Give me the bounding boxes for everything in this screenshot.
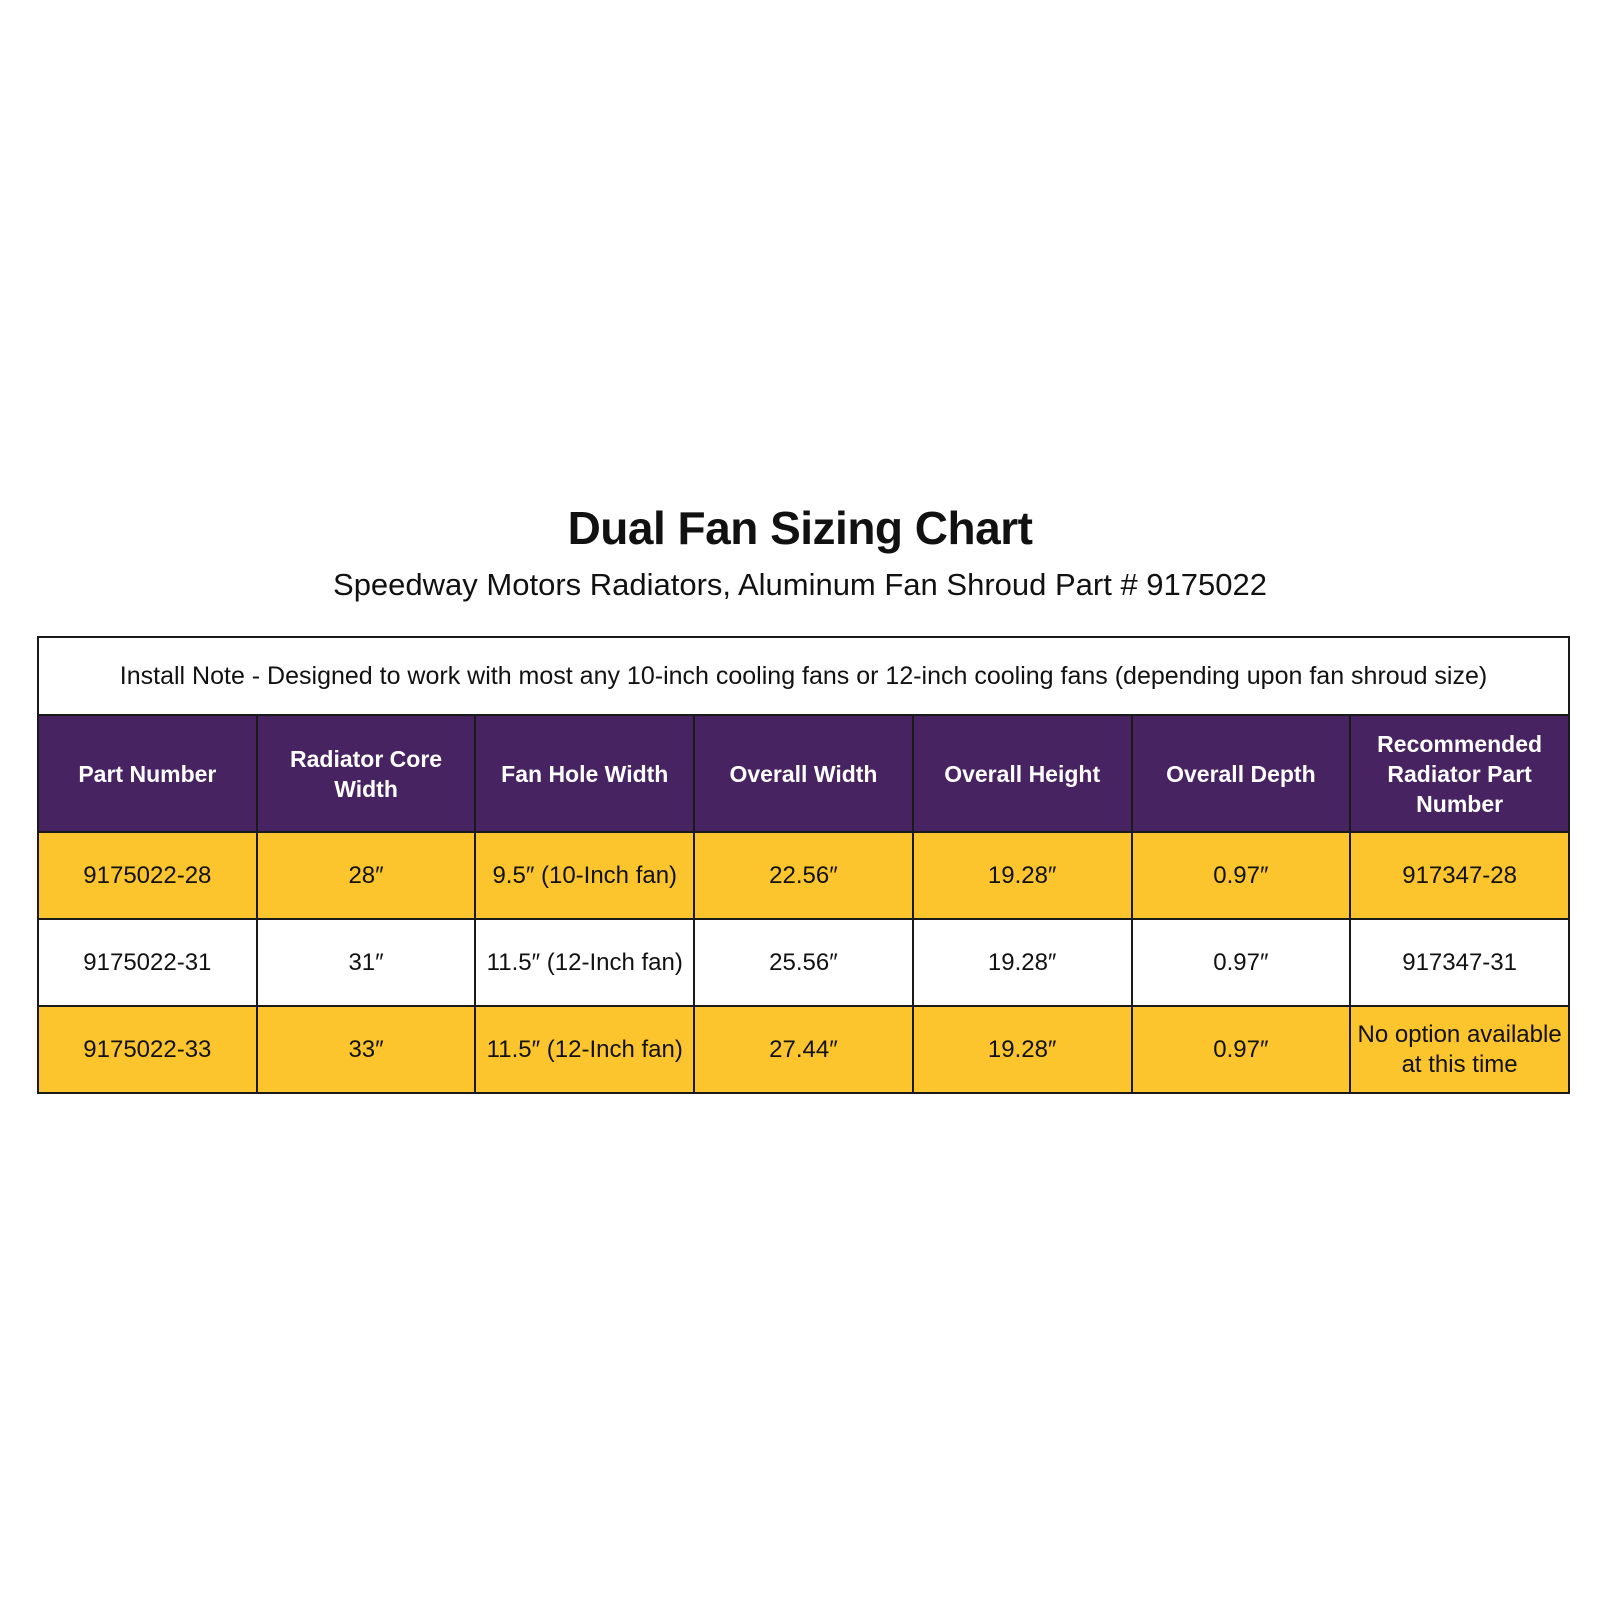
sizing-table: [37, 636, 1570, 1094]
page-subtitle: Speedway Motors Radiators, Aluminum Fan Shroud Part # 9175022: [333, 567, 1267, 602]
column-header-part-number: Part Number: [38, 715, 257, 832]
install-note-row: [38, 637, 1569, 715]
table-row: [38, 832, 1569, 919]
cell-part-number: 9175022-33: [38, 1006, 257, 1093]
cell-radiator-core-width: 28″: [257, 832, 476, 919]
cell-part-number: 9175022-31: [38, 919, 257, 1006]
cell-overall-width: 27.44″: [694, 1006, 913, 1093]
cell-overall-depth: 0.97″: [1132, 1006, 1351, 1093]
table-row: [38, 1006, 1569, 1093]
column-header-radiator-core-width: Radiator Core Width: [257, 715, 476, 832]
cell-overall-height: 19.28″: [913, 1006, 1132, 1093]
column-header-fan-hole-width: Fan Hole Width: [475, 715, 694, 832]
column-header-overall-width: Overall Width: [694, 715, 913, 832]
cell-radiator-core-width: 33″: [257, 1006, 476, 1093]
cell-overall-width: 25.56″: [694, 919, 913, 1006]
cell-overall-height: 19.28″: [913, 919, 1132, 1006]
cell-fan-hole-width: 11.5″ (12-Inch fan): [475, 1006, 694, 1093]
column-header-overall-height: Overall Height: [913, 715, 1132, 832]
cell-fan-hole-width: 11.5″ (12-Inch fan): [475, 919, 694, 1006]
table-row: [38, 919, 1569, 1006]
cell-overall-depth: 0.97″: [1132, 832, 1351, 919]
column-header-overall-depth: Overall Depth: [1132, 715, 1351, 832]
cell-overall-width: 22.56″: [694, 832, 913, 919]
cell-recommended-radiator: No option available at this time: [1350, 1006, 1569, 1093]
column-header-recommended-radiator: Recommended Radiator Part Number: [1350, 715, 1569, 832]
cell-fan-hole-width: 9.5″ (10-Inch fan): [475, 832, 694, 919]
cell-overall-depth: 0.97″: [1132, 919, 1351, 1006]
cell-recommended-radiator: 917347-31: [1350, 919, 1569, 1006]
cell-radiator-core-width: 31″: [257, 919, 476, 1006]
page-title: Dual Fan Sizing Chart: [567, 502, 1033, 554]
cell-overall-height: 19.28″: [913, 832, 1132, 919]
install-note: Install Note - Designed to work with most any 10-inch cooling fans or 12-inch cooling fans (depending upon fan shroud size): [38, 637, 1569, 715]
table-header-row: [38, 715, 1569, 832]
cell-recommended-radiator: 917347-28: [1350, 832, 1569, 919]
cell-part-number: 9175022-28: [38, 832, 257, 919]
